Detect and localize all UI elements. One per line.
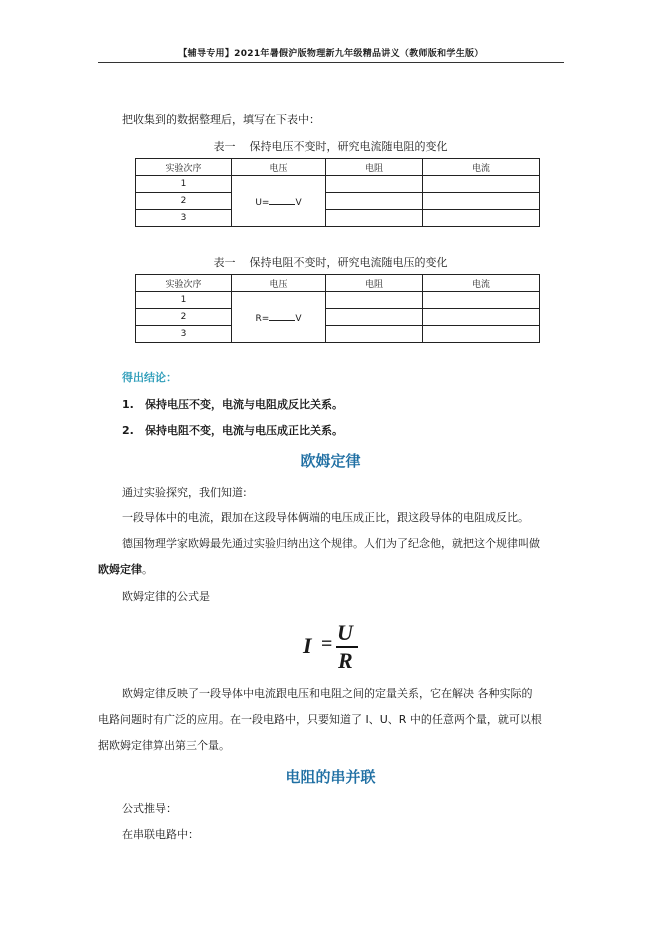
series-paragraph: 公式推导： [122, 802, 177, 815]
table1-cell-empty[interactable] [423, 193, 540, 210]
formula-equals: = [321, 633, 333, 655]
table2-header-cell: 电阻 [326, 275, 423, 292]
table1 [135, 158, 540, 227]
ohm-paragraph: 一段导体中的电流，跟加在这段导体俩端的电压成正比，跟这段导体的电阻成反比。 [122, 511, 529, 524]
formula-current: I [303, 633, 312, 658]
page-header: 【辅导专用】2021年暑假沪版物理新九年级精品讲义（教师版和学生版） [98, 46, 564, 63]
fill-blank[interactable] [269, 195, 295, 205]
conclusion-item [122, 396, 343, 412]
conclusion-item-text: 保持电压不变，电流与电阻成反比关系。 [145, 398, 343, 411]
table2-header-cell: 实验次序 [136, 275, 232, 292]
punctuation: 。 [142, 563, 153, 576]
ohm-paragraph: 德国物理学家欧姆最先通过实验归纳出这个规律。人们为了纪念他，就把这个规律叫做 [122, 537, 540, 550]
fixed-unit: V [295, 313, 302, 324]
conclusion-item-number: 1. [122, 398, 134, 411]
table-row [136, 193, 540, 210]
table1-caption [0, 138, 661, 154]
conclusion-item [122, 422, 343, 438]
table-row [136, 326, 540, 343]
ohm-paragraph: 欧姆定律的公式是 [122, 590, 210, 603]
table2-fixed-resistance [232, 292, 326, 343]
table1-caption-text: 保持电压不变时，研究电流随电阻的变化 [249, 140, 448, 153]
table1-row-number: 1 [136, 176, 232, 193]
table1-header-row [136, 159, 540, 176]
table1-header-cell: 电压 [232, 159, 326, 176]
table1-cell-empty[interactable] [326, 210, 423, 227]
table2-row-number: 2 [136, 309, 232, 326]
formula-voltage: U [337, 620, 353, 645]
table2-header-cell: 电压 [232, 275, 326, 292]
table1-header-cell: 实验次序 [136, 159, 232, 176]
table1-cell-empty[interactable] [423, 176, 540, 193]
table2-row-number: 3 [136, 326, 232, 343]
fixed-prefix: U= [255, 197, 270, 208]
table1-row-number: 3 [136, 210, 232, 227]
fixed-prefix: R= [255, 313, 270, 324]
table2-caption [0, 254, 661, 270]
table-row [136, 292, 540, 309]
table1-cell-empty[interactable] [423, 210, 540, 227]
ohm-law-term: 欧姆定律 [98, 563, 142, 576]
ohm-paragraph-cont: 电路问题时有广泛的应用。在一段电路中，只要知道了 I、U、R 中的任意两个量，就可以根 [98, 713, 542, 726]
fill-blank[interactable] [269, 311, 295, 321]
table2-cell-empty[interactable] [423, 326, 540, 343]
table2-cell-empty[interactable] [423, 292, 540, 309]
ohm-paragraph: 通过实验探究，我们知道: [122, 486, 247, 499]
section-title-series-parallel: 电阻的串并联 [285, 768, 376, 786]
table1-cell-empty[interactable] [326, 193, 423, 210]
table-row [136, 309, 540, 326]
table2-row-number: 1 [136, 292, 232, 309]
table1-fixed-voltage [232, 176, 326, 227]
table1-cell-empty[interactable] [326, 176, 423, 193]
conclusion-item-number: 2. [122, 424, 134, 437]
table2-caption-label: 表一 [213, 256, 236, 269]
table2-cell-empty[interactable] [326, 292, 423, 309]
ohm-formula [300, 620, 370, 672]
formula-resistance: R [338, 648, 353, 673]
conclusion-item-text: 保持电阻不变，电流与电压成正比关系。 [145, 424, 343, 437]
table2-cell-empty[interactable] [326, 326, 423, 343]
table1-caption-label: 表一 [213, 140, 236, 153]
table1-header-cell: 电流 [423, 159, 540, 176]
intro-text: 把收集到的数据整理后，填写在下表中： [122, 113, 320, 126]
table2-header-cell: 电流 [423, 275, 540, 292]
table2-cell-empty[interactable] [423, 309, 540, 326]
ohm-paragraph-cont: 据欧姆定律算出第三个量。 [98, 739, 230, 752]
table2-header-row [136, 275, 540, 292]
ohm-paragraph: 欧姆定律反映了一段导体中电流跟电压和电阻之间的定量关系，它在解决 各种实际的 [122, 687, 533, 700]
table-row [136, 210, 540, 227]
conclusion-title: 得出结论： [122, 371, 177, 384]
fixed-unit: V [295, 197, 302, 208]
table2 [135, 274, 540, 343]
table-row [136, 176, 540, 193]
table2-caption-text: 保持电阻不变时，研究电流随电压的变化 [249, 256, 448, 269]
table2-cell-empty[interactable] [326, 309, 423, 326]
table1-header-cell: 电阻 [326, 159, 423, 176]
table1-row-number: 2 [136, 193, 232, 210]
ohm-paragraph-cont [98, 563, 153, 577]
section-title-ohm: 欧姆定律 [300, 452, 361, 470]
series-paragraph: 在串联电路中： [122, 828, 199, 841]
